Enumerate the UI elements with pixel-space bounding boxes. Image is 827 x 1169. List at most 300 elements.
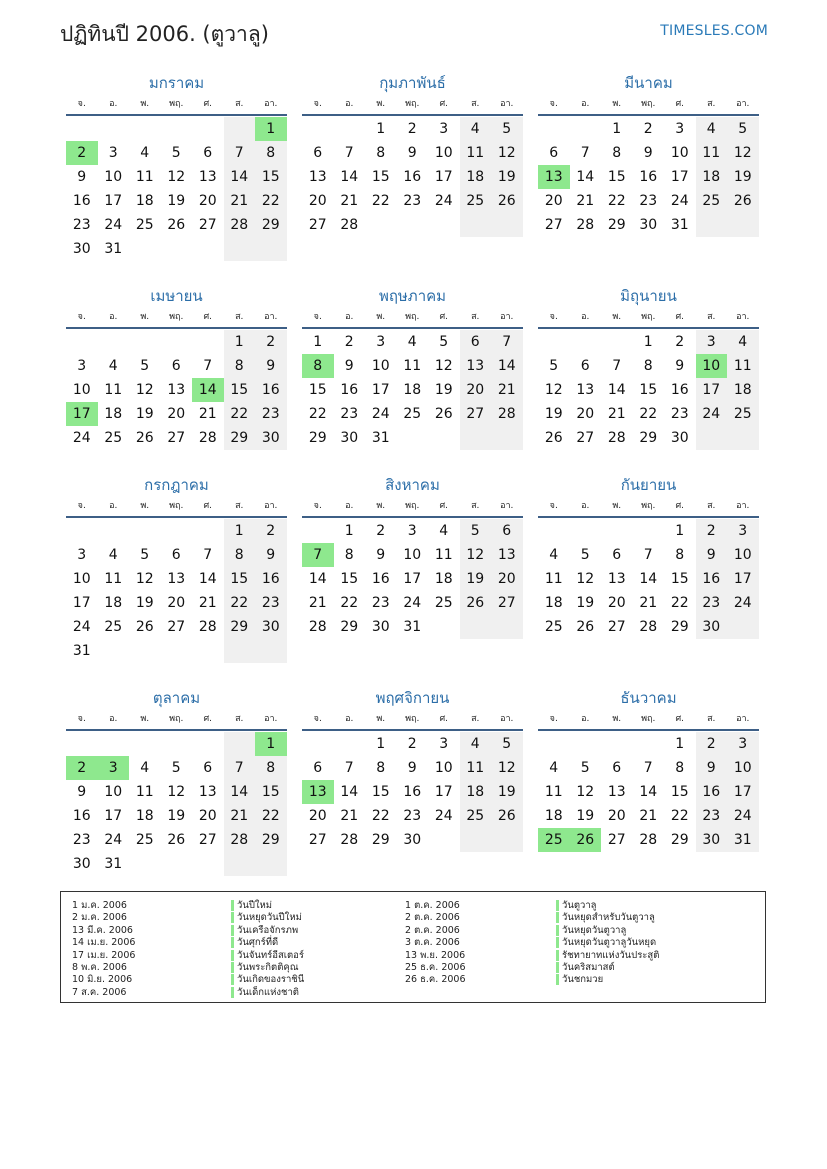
day-cell: 24 (104, 832, 123, 848)
month-name: ธันวาคม (620, 689, 677, 707)
weekday-header (66, 94, 287, 116)
empty-day-cell (428, 213, 460, 237)
legend-item: 2 ต.ค. 2006 (405, 924, 460, 936)
empty-day-cell (98, 519, 130, 543)
legend-item: 8 พ.ค. 2006 (72, 961, 127, 973)
month-calendar (302, 72, 523, 237)
day-cell: 25 (104, 619, 123, 635)
weekday-header (538, 709, 759, 731)
day-cell: 7 (224, 141, 256, 165)
empty-day-cell (538, 330, 570, 354)
empty-day-cell (129, 519, 161, 543)
day-cell: 6 (580, 358, 590, 374)
weekday-label: พฤ. (405, 714, 420, 724)
day-cell: 4 (407, 334, 417, 350)
day-cell: 7 (302, 543, 334, 567)
day-cell: 10 (434, 145, 453, 161)
empty-day-cell (428, 828, 460, 852)
empty-day-cell (161, 732, 193, 756)
day-cell: 21 (607, 406, 626, 422)
day-cell: 25 (104, 430, 123, 446)
week-row (66, 639, 287, 663)
week-row (538, 780, 759, 804)
day-cell: 22 (371, 808, 390, 824)
day-cell: 10 (670, 145, 689, 161)
day-cell: 10 (104, 784, 123, 800)
month-calendar (538, 474, 759, 639)
weekday-label: อ. (109, 714, 118, 724)
day-cell: 16 (670, 382, 689, 398)
day-cell: 14 (192, 378, 224, 402)
weekday-label: ศ. (439, 99, 449, 109)
day-cell: 5 (460, 519, 492, 543)
day-cell: 4 (108, 358, 118, 374)
day-cell: 14 (224, 780, 256, 804)
day-cell: 25 (460, 189, 492, 213)
day-cell: 8 (224, 354, 256, 378)
day-cell: 23 (696, 804, 728, 828)
day-cell: 17 (727, 780, 759, 804)
day-cell: 3 (108, 145, 118, 161)
empty-day-cell (161, 519, 193, 543)
day-cell: 24 (403, 595, 422, 611)
day-cell: 18 (104, 595, 123, 611)
weekday-label: ส. (471, 501, 480, 511)
empty-day-cell (98, 330, 130, 354)
weekday-label: พฤ. (169, 501, 184, 511)
week-row (66, 189, 287, 213)
day-cell: 8 (376, 760, 386, 776)
weekday-label: อา. (736, 312, 750, 322)
day-cell: 19 (167, 808, 186, 824)
day-cell: 28 (224, 213, 256, 237)
week-row (538, 426, 759, 450)
day-cell: 29 (308, 430, 327, 446)
week-row (66, 378, 287, 402)
legend-item: วันเกิดของราชินี (231, 974, 304, 986)
month-name: มีนาคม (624, 74, 673, 92)
week-row (538, 117, 759, 141)
day-cell: 8 (643, 358, 653, 374)
weekday-label: อา. (500, 312, 514, 322)
empty-day-cell (696, 213, 728, 237)
weekday-label: พฤ. (641, 312, 656, 322)
weekday-label: ส. (235, 501, 244, 511)
weekday-label: พ. (376, 501, 386, 511)
day-cell: 20 (491, 567, 523, 591)
day-cell: 30 (255, 426, 287, 450)
day-cell: 1 (224, 519, 256, 543)
day-cell: 25 (696, 189, 728, 213)
empty-day-cell (491, 213, 523, 237)
month-calendar (302, 687, 523, 852)
weekday-label: ศ. (439, 714, 449, 724)
empty-day-cell (538, 732, 570, 756)
day-cell: 18 (544, 808, 563, 824)
weekday-label: พ. (612, 501, 622, 511)
empty-day-cell (491, 615, 523, 639)
day-cell: 22 (340, 595, 359, 611)
day-cell: 14 (639, 571, 658, 587)
day-cell: 22 (607, 193, 626, 209)
legend-item: 13 มี.ค. 2006 (72, 924, 133, 936)
weekday-header (302, 94, 523, 116)
day-cell: 13 (198, 169, 217, 185)
empty-day-cell (224, 639, 256, 663)
day-cell: 26 (544, 430, 563, 446)
week-row (302, 615, 523, 639)
weekday-label: จ. (549, 501, 558, 511)
day-cell: 20 (308, 193, 327, 209)
day-cell: 9 (407, 760, 417, 776)
month-name: กรกฎาคม (144, 476, 209, 494)
week-row (66, 141, 287, 165)
day-cell: 18 (727, 378, 759, 402)
empty-day-cell (538, 117, 570, 141)
brand-link[interactable]: TIMESLES.COM (660, 23, 768, 39)
legend-item: วันศุกร์ที่ดี (231, 937, 304, 949)
weekday-label: ศ. (675, 714, 685, 724)
legend-item: วันหยุดวันปีใหม่ (231, 912, 304, 924)
day-cell: 4 (140, 760, 150, 776)
day-cell: 29 (607, 217, 626, 233)
day-cell: 29 (255, 828, 287, 852)
day-cell: 11 (135, 169, 154, 185)
day-cell: 1 (675, 736, 685, 752)
weekday-label: พ. (140, 501, 150, 511)
day-cell: 3 (439, 121, 449, 137)
week-row (538, 756, 759, 780)
legend-item: 2 ต.ค. 2006 (405, 912, 460, 924)
month-name: พฤศจิกายน (375, 689, 450, 707)
weekday-label: ส. (707, 99, 716, 109)
day-cell: 15 (639, 382, 658, 398)
weekday-label: จ. (77, 312, 86, 322)
empty-day-cell (601, 330, 633, 354)
day-cell: 24 (727, 804, 759, 828)
day-cell: 25 (135, 832, 154, 848)
empty-day-cell (538, 519, 570, 543)
day-cell: 11 (696, 141, 728, 165)
day-cell: 10 (72, 571, 91, 587)
day-cell: 2 (675, 334, 685, 350)
day-cell: 3 (696, 330, 728, 354)
weekday-label: อ. (345, 714, 354, 724)
day-cell: 15 (607, 169, 626, 185)
day-cell: 26 (167, 217, 186, 233)
day-cell: 26 (576, 619, 595, 635)
weekday-label: อา. (736, 714, 750, 724)
day-cell: 2 (376, 523, 386, 539)
month-calendar (302, 285, 523, 450)
day-cell: 29 (670, 619, 689, 635)
day-cell: 4 (439, 523, 449, 539)
day-cell: 22 (255, 804, 287, 828)
week-row (66, 354, 287, 378)
empty-day-cell (570, 519, 602, 543)
day-cell: 21 (491, 378, 523, 402)
day-cell: 27 (167, 430, 186, 446)
day-cell: 1 (224, 330, 256, 354)
day-cell: 26 (167, 832, 186, 848)
weekday-label: ศ. (675, 312, 685, 322)
empty-day-cell (491, 828, 523, 852)
day-cell: 2 (255, 519, 287, 543)
day-cell: 28 (639, 619, 658, 635)
day-cell: 31 (104, 856, 123, 872)
empty-day-cell (224, 852, 256, 876)
day-cell: 23 (639, 193, 658, 209)
legend-item: รัชทายาทแห่งวันประสูติ (556, 950, 659, 962)
day-cell: 10 (72, 382, 91, 398)
empty-day-cell (192, 519, 224, 543)
week-row (538, 615, 759, 639)
weekday-label: อา. (264, 714, 278, 724)
weekday-label: จ. (549, 714, 558, 724)
legend-item: 2 ม.ค. 2006 (72, 912, 127, 924)
empty-day-cell (727, 213, 759, 237)
week-row (538, 567, 759, 591)
day-cell: 24 (670, 193, 689, 209)
empty-day-cell (224, 732, 256, 756)
day-cell: 12 (727, 141, 759, 165)
day-cell: 8 (302, 354, 334, 378)
legend-item: วันหยุดสำหรับวันตูวาลู (556, 912, 659, 924)
day-cell: 14 (576, 169, 595, 185)
day-cell: 7 (203, 547, 213, 563)
day-cell: 2 (696, 732, 728, 756)
empty-day-cell (224, 117, 256, 141)
week-row (302, 780, 523, 804)
day-cell: 10 (403, 547, 422, 563)
day-cell: 22 (371, 193, 390, 209)
day-cell: 2 (66, 141, 98, 165)
week-row (66, 330, 287, 354)
legend-names-left (231, 900, 304, 999)
day-cell: 19 (727, 165, 759, 189)
day-cell: 4 (727, 330, 759, 354)
day-cell: 22 (670, 808, 689, 824)
weekday-header (66, 709, 287, 731)
day-cell: 19 (135, 406, 154, 422)
day-cell: 10 (434, 760, 453, 776)
month-calendar (538, 285, 759, 450)
week-row (302, 519, 523, 543)
weekday-label: พฤ. (641, 99, 656, 109)
day-cell: 14 (607, 382, 626, 398)
week-row (66, 852, 287, 876)
day-cell: 16 (696, 780, 728, 804)
day-cell: 25 (538, 828, 570, 852)
day-cell: 23 (696, 591, 728, 615)
month-name: กุมภาพันธ์ (379, 74, 446, 92)
day-cell: 27 (607, 619, 626, 635)
day-cell: 8 (255, 141, 287, 165)
day-cell: 4 (460, 117, 492, 141)
day-cell: 25 (135, 217, 154, 233)
weekday-label: พฤ. (169, 312, 184, 322)
day-cell: 6 (171, 547, 181, 563)
day-cell: 25 (544, 619, 563, 635)
day-cell: 9 (675, 358, 685, 374)
day-cell: 28 (340, 217, 359, 233)
day-cell: 22 (255, 189, 287, 213)
month-name: มกราคม (148, 74, 205, 92)
month-calendar (538, 72, 759, 237)
empty-day-cell (224, 237, 256, 261)
day-cell: 4 (549, 760, 559, 776)
empty-day-cell (192, 117, 224, 141)
weekday-label: จ. (549, 312, 558, 322)
day-cell: 20 (308, 808, 327, 824)
week-row (66, 804, 287, 828)
weekday-label: ศ. (675, 99, 685, 109)
empty-day-cell (192, 237, 224, 261)
day-cell: 17 (670, 169, 689, 185)
weekday-header (302, 307, 523, 329)
day-cell: 31 (371, 430, 390, 446)
weekday-label: พ. (612, 99, 622, 109)
weekday-label: ส. (235, 312, 244, 322)
day-cell: 6 (491, 519, 523, 543)
day-cell: 24 (72, 619, 91, 635)
day-cell: 30 (696, 615, 728, 639)
day-cell: 18 (460, 165, 492, 189)
week-row (538, 591, 759, 615)
day-cell: 20 (198, 808, 217, 824)
weekday-label: ศ. (439, 312, 449, 322)
empty-day-cell (66, 519, 98, 543)
day-cell: 29 (639, 430, 658, 446)
day-cell: 7 (612, 358, 622, 374)
day-cell: 1 (344, 523, 354, 539)
day-cell: 19 (544, 406, 563, 422)
day-cell: 5 (140, 547, 150, 563)
week-row (302, 378, 523, 402)
week-row (302, 213, 523, 237)
empty-day-cell (192, 732, 224, 756)
day-cell: 12 (167, 784, 186, 800)
day-cell: 12 (491, 141, 523, 165)
weekday-label: อ. (581, 99, 590, 109)
day-cell: 27 (198, 832, 217, 848)
day-cell: 26 (135, 619, 154, 635)
week-row (538, 141, 759, 165)
day-cell: 17 (434, 169, 453, 185)
weekday-label: จ. (313, 714, 322, 724)
day-cell: 2 (643, 121, 653, 137)
day-cell: 23 (403, 808, 422, 824)
week-row (66, 237, 287, 261)
day-cell: 14 (340, 784, 359, 800)
weekday-header (538, 94, 759, 116)
empty-day-cell (255, 639, 287, 663)
day-cell: 15 (670, 571, 689, 587)
week-row (538, 543, 759, 567)
day-cell: 9 (643, 145, 653, 161)
empty-day-cell (570, 732, 602, 756)
weekday-header (538, 496, 759, 518)
day-cell: 15 (255, 780, 287, 804)
day-cell: 27 (607, 832, 626, 848)
day-cell: 16 (403, 169, 422, 185)
day-cell: 28 (491, 402, 523, 426)
day-cell: 28 (198, 619, 217, 635)
day-cell: 6 (612, 547, 622, 563)
day-cell: 28 (198, 430, 217, 446)
day-cell: 15 (371, 169, 390, 185)
day-cell: 14 (491, 354, 523, 378)
weekday-header (302, 496, 523, 518)
day-cell: 2 (407, 736, 417, 752)
weekday-label: พฤ. (641, 501, 656, 511)
day-cell: 23 (670, 406, 689, 422)
day-cell: 15 (371, 784, 390, 800)
day-cell: 16 (255, 567, 287, 591)
day-cell: 9 (255, 543, 287, 567)
month-name: มิถุนายน (620, 287, 677, 305)
day-cell: 7 (491, 330, 523, 354)
day-cell: 13 (491, 543, 523, 567)
day-cell: 20 (576, 406, 595, 422)
day-cell: 8 (612, 145, 622, 161)
weekday-label: ส. (707, 714, 716, 724)
month-calendar (66, 687, 287, 876)
day-cell: 9 (696, 756, 728, 780)
day-cell: 14 (224, 165, 256, 189)
day-cell: 17 (434, 784, 453, 800)
empty-day-cell (460, 213, 492, 237)
legend-item: วันเครือจักรภพ (231, 925, 304, 937)
day-cell: 15 (670, 784, 689, 800)
weekday-label: ศ. (203, 501, 213, 511)
week-row (302, 756, 523, 780)
day-cell: 29 (340, 619, 359, 635)
empty-day-cell (98, 732, 130, 756)
day-cell: 25 (727, 402, 759, 426)
day-cell: 9 (77, 784, 87, 800)
empty-day-cell (129, 852, 161, 876)
day-cell: 4 (549, 547, 559, 563)
day-cell: 2 (255, 330, 287, 354)
day-cell: 6 (203, 145, 213, 161)
day-cell: 21 (308, 595, 327, 611)
month-calendar (66, 72, 287, 261)
page-title: ปฏิทินปี 2006. (ตูวาลู) (60, 22, 269, 46)
weekday-label: พฤ. (169, 99, 184, 109)
legend-item: 1 ม.ค. 2006 (72, 900, 127, 911)
day-cell: 16 (72, 193, 91, 209)
day-cell: 22 (670, 595, 689, 611)
day-cell: 10 (371, 358, 390, 374)
week-row (538, 213, 759, 237)
empty-day-cell (570, 117, 602, 141)
day-cell: 14 (198, 571, 217, 587)
day-cell: 1 (313, 334, 323, 350)
day-cell: 24 (434, 808, 453, 824)
weekday-label: อ. (581, 312, 590, 322)
week-row (302, 189, 523, 213)
day-cell: 15 (308, 382, 327, 398)
day-cell: 5 (140, 358, 150, 374)
day-cell: 23 (72, 832, 91, 848)
day-cell: 2 (344, 334, 354, 350)
empty-day-cell (727, 615, 759, 639)
day-cell: 30 (403, 832, 422, 848)
day-cell: 3 (727, 519, 759, 543)
day-cell: 27 (460, 402, 492, 426)
day-cell: 10 (104, 169, 123, 185)
